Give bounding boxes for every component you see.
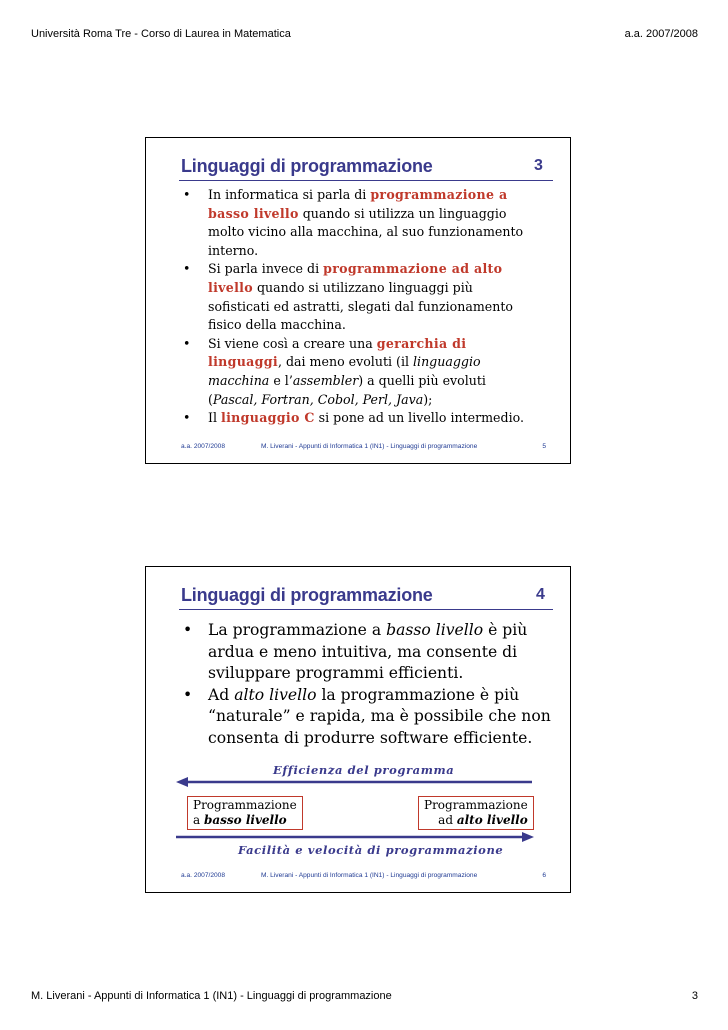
slide-4	[145, 566, 571, 893]
bullet-icon: •	[183, 410, 191, 426]
text: la programmazione è più	[316, 685, 520, 704]
page-header-year: a.a. 2007/2008	[624, 28, 698, 40]
ease-arrow-label: Facilità e velocità di programmazione	[238, 843, 504, 857]
bullet-item	[181, 409, 556, 428]
text: Il	[208, 410, 222, 426]
italic-text: Pascal, Fortran, Cobol, Perl, Java	[212, 391, 424, 407]
title-divider	[179, 180, 553, 181]
italic-text: assembler	[292, 372, 359, 388]
title-divider	[179, 609, 553, 610]
slide-number: 4	[536, 586, 545, 603]
text: quando si utilizzano linguaggi più	[252, 279, 473, 295]
bullet-icon: •	[183, 187, 191, 202]
emphasis: basso livello	[208, 205, 299, 221]
text: , dai meno evoluti (il	[277, 354, 414, 370]
slide-footer-title: M. Liverani - Appunti di Informatica 1 (IN1) - Linguaggi di programmazione	[261, 443, 478, 450]
italic-text: basso livello	[203, 813, 287, 827]
emphasis: linguaggio C	[221, 410, 315, 426]
bullet-item	[181, 335, 556, 409]
slide-title: Linguaggi di programmazione	[181, 585, 433, 605]
bullet-item	[181, 260, 556, 334]
emphasis: linguaggi	[208, 354, 278, 370]
page-footer-title: M. Liverani - Appunti di Informatica 1 (IN1) - Linguaggi di programmazione	[31, 990, 392, 1002]
low-level-box	[187, 796, 303, 830]
bullet-list	[181, 186, 556, 428]
efficiency-arrow-icon	[176, 776, 534, 788]
bullet-item	[181, 685, 556, 750]
text: quando si utilizza un linguaggio	[298, 205, 507, 221]
text: consenta di produrre software efficiente.	[208, 728, 533, 747]
box-line: Programmazione	[193, 798, 297, 812]
text: sofisticati ed astratti, slegati dal funzionamento	[208, 298, 513, 314]
text: e l’	[269, 372, 293, 388]
box-line	[193, 813, 297, 828]
slide-footer-number: 5	[542, 443, 546, 450]
text: );	[423, 391, 433, 407]
italic-text: alto livello	[456, 813, 528, 827]
box-line: Programmazione	[424, 798, 528, 812]
emphasis: gerarchia di	[376, 335, 467, 351]
text: (	[208, 391, 213, 407]
text: In informatica si parla di	[208, 187, 371, 202]
slide-footer-date: a.a. 2007/2008	[181, 443, 225, 450]
text: si pone ad un livello intermedio.	[314, 410, 524, 426]
page-number: 3	[691, 990, 698, 1002]
text: Si parla invece di	[208, 261, 324, 277]
text: ad	[438, 813, 457, 827]
italic-text: alto livello	[234, 685, 317, 704]
text: interno.	[208, 242, 259, 258]
ease-arrow-icon	[176, 831, 534, 843]
text: ardua e meno intuitiva, ma consente di	[208, 642, 518, 661]
efficiency-arrow-label: Efficienza del programma	[273, 763, 455, 777]
italic-text: linguaggio	[413, 354, 481, 370]
text: molto vicino alla macchina, al suo funzionamento	[208, 224, 524, 240]
italic-text: basso livello	[386, 621, 484, 639]
text: sviluppare programmi efficienti.	[208, 664, 464, 683]
text: ) a quelli più evoluti	[358, 372, 486, 388]
text: La programmazione a	[208, 621, 387, 639]
bullet-item	[181, 186, 556, 260]
italic-text: macchina	[208, 372, 270, 388]
slide-3	[145, 137, 571, 464]
emphasis: programmazione ad alto	[323, 261, 503, 277]
page-header-course: Università Roma Tre - Corso di Laurea in Matematica	[31, 28, 291, 40]
box-line	[424, 813, 528, 828]
slide-footer-date: a.a. 2007/2008	[181, 872, 225, 879]
text: Si viene così a creare una	[208, 335, 377, 351]
emphasis: livello	[208, 279, 253, 295]
slide-footer-title: M. Liverani - Appunti di Informatica 1 (IN1) - Linguaggi di programmazione	[261, 872, 478, 879]
text: a	[193, 813, 204, 827]
bullet-icon: •	[183, 335, 191, 351]
slide-number: 3	[534, 157, 543, 174]
bullet-icon: •	[183, 261, 191, 277]
text: fisico della macchina.	[208, 317, 346, 333]
emphasis: programmazione a	[370, 187, 508, 202]
bullet-icon: •	[183, 621, 193, 639]
text: Ad	[208, 685, 235, 704]
bullet-icon: •	[183, 685, 193, 704]
text: “naturale” e rapida, ma è possibile che non	[208, 707, 551, 726]
high-level-box	[418, 796, 534, 830]
text: è più	[483, 621, 528, 639]
slide-footer-number: 6	[542, 872, 546, 879]
bullet-list	[181, 620, 556, 750]
slide-title: Linguaggi di programmazione	[181, 156, 433, 176]
bullet-item	[181, 620, 556, 685]
